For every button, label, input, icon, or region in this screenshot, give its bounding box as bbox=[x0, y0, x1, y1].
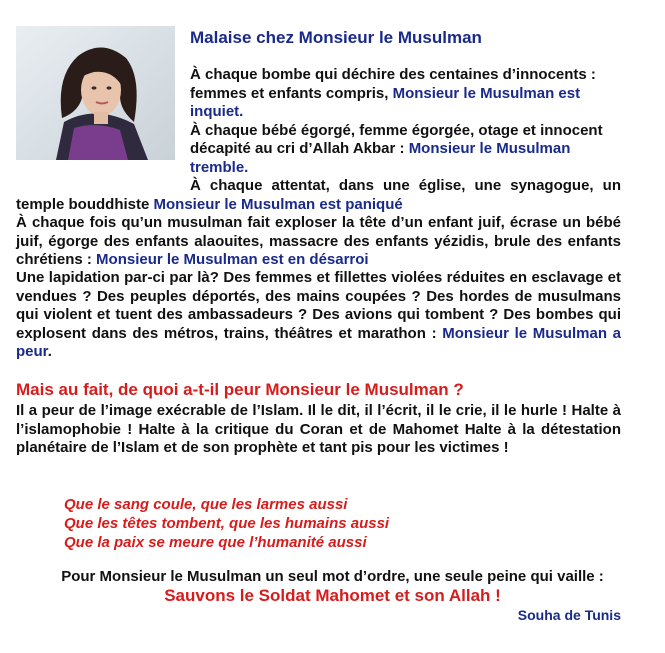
poem-line: Que la paix se meure que l’humanité aussi bbox=[64, 534, 367, 551]
paragraph-text: temple bouddhiste bbox=[16, 196, 150, 213]
highlight-desarroi: Monsieur le Musulman est en désarroi bbox=[96, 251, 369, 268]
portrait-photo bbox=[16, 26, 175, 160]
paragraph-attentat-end bbox=[16, 196, 621, 215]
paragraph-lapidation bbox=[16, 269, 621, 362]
paragraph-text: À chaque bébé égorgé, femme égorgée, otage et innocent décapité au cri d’Allah Akbar : bbox=[190, 121, 603, 157]
question-heading: Mais au fait, de quoi a-t-il peur Monsieur le Musulman ? bbox=[16, 380, 464, 399]
paragraph-text: Une lapidation par-ci par là? Des femmes et fillettes violées réduites en esclavage et vendues ? Des peuples déportés, des mains coupées ? Des hordes de musulmans qui violent et tuent des ambassadeurs ? Des avions qui tombent ? Des bombes qui explosent dans des métros, trains, théâtres et marathon : bbox=[16, 269, 621, 342]
highlight-peur: Monsieur le Musulman a peur bbox=[16, 324, 622, 360]
highlight-inquiet: Monsieur le Musulman est inquiet. bbox=[190, 84, 581, 120]
paragraph-islamophobie bbox=[16, 402, 621, 458]
highlight-tremble: Monsieur le Musulman tremble. bbox=[190, 140, 571, 176]
closing-slogan: Sauvons le Soldat Mahomet et son Allah ! bbox=[164, 586, 501, 605]
closing-line: Pour Monsieur le Musulman un seul mot d’ordre, une seule peine qui vaille : bbox=[61, 568, 604, 585]
paragraph-egorge bbox=[190, 122, 621, 178]
paragraph-bombs bbox=[190, 66, 621, 122]
poem-line: Que les têtes tombent, que les humains aussi bbox=[64, 515, 390, 532]
paragraph-attentat-line: À chaque attentat, dans une église, une synagogue, un bbox=[190, 177, 621, 194]
paragraph-text: À chaque fois qu’un musulman fait exploser la tête d’un enfant juif, écrase un bébé juif, égorge des enfants alaouites, massacre des enfants yézidis, brule des enfants chrétiens : bbox=[16, 214, 621, 268]
page-title: Malaise chez Monsieur le Musulman bbox=[190, 28, 482, 47]
paragraph-text: Il a peur de l’image exécrable de l’Islam. Il le dit, il l’écrit, il le crie, il le hurle ! Halte à l’islamophobie ! Halte à la critique du Coran et de Mahomet Halte à la détestation planétaire de l’Islam et de son prophète et tant pis pour les victimes ! bbox=[16, 402, 621, 456]
poem-block bbox=[64, 495, 389, 552]
paragraph-end-punct: . bbox=[47, 343, 52, 360]
highlight-panique: Monsieur le Musulman est paniqué bbox=[153, 196, 403, 213]
paragraph-text: À chaque bombe qui déchire des centaines d’innocents : femmes et enfants compris, bbox=[190, 66, 596, 102]
paragraph-explosion bbox=[16, 214, 621, 270]
poem-line: Que le sang coule, que les larmes aussi bbox=[64, 496, 348, 513]
intro-paragraphs bbox=[190, 66, 621, 196]
signature: Souha de Tunis bbox=[517, 607, 621, 623]
